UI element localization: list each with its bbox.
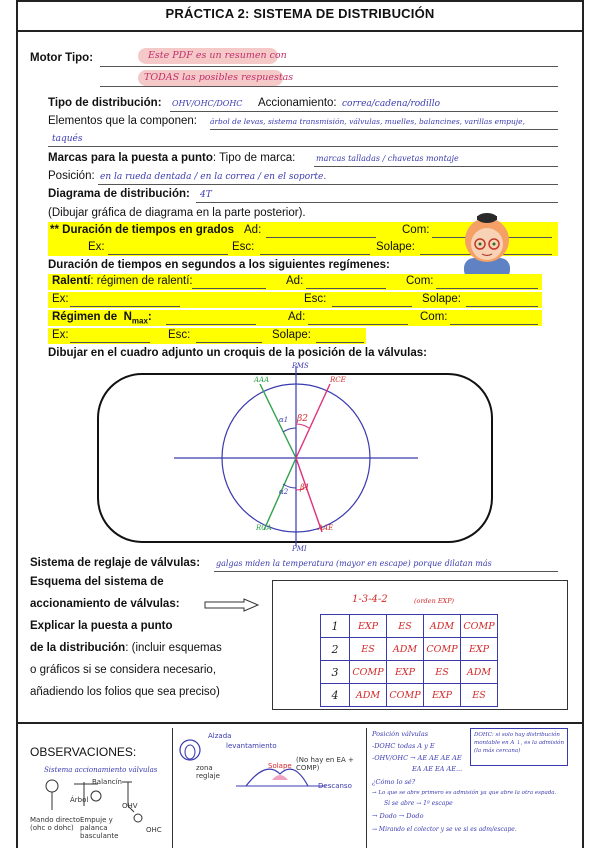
table-cell: EXP — [461, 638, 498, 661]
nmax-solape-line — [316, 342, 364, 343]
table-cell: ADM — [461, 661, 498, 684]
aae-label: AAE — [318, 524, 334, 532]
motor-line-2 — [100, 86, 558, 87]
obs-r5: → Lo que se abre primero es admisión ya que abre la otra espada. — [372, 790, 557, 796]
esquema-line2: accionamiento de válvulas: — [30, 598, 180, 610]
marcas-value: marcas talladas / chavetas montaje — [316, 154, 459, 163]
grados-ad-line — [266, 237, 376, 238]
obs-ohc: OHC — [146, 826, 162, 834]
observaciones-separator — [16, 722, 584, 724]
accionamiento-label: Accionamiento: — [258, 97, 337, 109]
elementos-line-2 — [48, 146, 558, 147]
obs-solape-note: (No hay en EA + COMP) — [296, 756, 354, 772]
obs-divider-2 — [366, 728, 367, 848]
esquema-line6: añadiendo los folios que sea preciso) — [30, 686, 220, 698]
obs-r4: ¿Cómo lo sé? — [372, 778, 416, 786]
obs-divider-1 — [172, 728, 173, 848]
nmax-esc-line — [196, 342, 262, 343]
table-cell: EXP — [387, 661, 424, 684]
obs-zona: zona reglaje — [196, 764, 220, 780]
grados-ex: Ex: — [88, 241, 105, 253]
table-cell: ES — [461, 684, 498, 707]
table-cell: COMP — [461, 615, 498, 638]
nmax-line — [166, 324, 256, 325]
ralenti-ad-line — [306, 288, 386, 289]
segundos-label: Duración de tiempos en segundos a los siguientes regímenes: — [48, 259, 390, 271]
obs-r7: → Dodo → Dodo — [372, 812, 424, 820]
nmax-com-line — [450, 324, 538, 325]
tipo-label: Tipo de distribución: — [48, 97, 162, 109]
beta2-label: β2 — [297, 414, 308, 424]
arrow-right-icon — [204, 598, 260, 612]
table-cell: ES — [424, 661, 461, 684]
aaa-label: AAA — [254, 376, 270, 384]
nmax-ex: Ex: — [52, 329, 69, 341]
obs-ohv: OHV — [122, 802, 138, 810]
posicion-line — [98, 184, 558, 185]
table-cell: ADM — [387, 638, 424, 661]
grados-esc: Esc: — [232, 241, 255, 253]
valve-diagram — [90, 362, 500, 552]
rce-label: RCE — [330, 376, 346, 384]
grados-ad: Ad: — [244, 224, 262, 236]
motor-label: Motor Tipo: — [30, 52, 94, 64]
ralenti-row: Ralentí: régimen de ralentí: — [52, 275, 193, 287]
obs-r3: -OHV/OHC → AE AE AE AE — [372, 754, 462, 762]
nmax-ad: Ad: — [288, 311, 306, 323]
table-cell: COMP — [387, 684, 424, 707]
posicion-value: en la rueda dentada / en la correa / en el soporte. — [100, 172, 327, 182]
cylinder-number: 4 — [321, 684, 350, 707]
elementos-value: árbol de levas, sistema transmisión, válvulas, muelles, balancines, varillas empuje, — [210, 117, 525, 126]
ralenti-com: Com: — [406, 275, 434, 287]
elementos-label: Elementos que la componen: — [48, 115, 197, 127]
nmax-esc: Esc: — [168, 329, 191, 341]
pms-label: PMS — [292, 362, 309, 370]
alpha1-label: α1 — [279, 416, 289, 424]
grados-ex-line — [108, 254, 228, 255]
ralenti-line — [192, 288, 266, 289]
grados-com: Com: — [402, 224, 430, 236]
ralenti-esc-line — [332, 306, 412, 307]
ralenti-ex: Ex: — [52, 293, 69, 305]
obs-r2: -DOHC todas A y E — [372, 742, 435, 750]
grados-solape: Solape: — [376, 241, 416, 253]
croquis-label: Dibujar en el cuadro adjunto un croquis de la posición de la válvulas: — [48, 347, 427, 359]
table-row — [321, 615, 498, 638]
obs-empuje: Empuje y palanca basculante — [80, 816, 119, 840]
ralenti-ad: Ad: — [286, 275, 304, 287]
cylinder-number: 3 — [321, 661, 350, 684]
nmax-row: Régimen de $N_{max}$: — [52, 311, 152, 326]
reglaje-line — [214, 571, 558, 572]
obs-descanso: Descanso — [318, 782, 352, 790]
esquema-line5: o gráficos si se considera necesario, — [30, 664, 217, 676]
obs-r3b: EA AE EA AE... — [412, 765, 463, 773]
ralenti-esc: Esc: — [304, 293, 327, 305]
cycle-order-note: (orden EXP) — [414, 597, 455, 605]
table-cell: EXP — [424, 684, 461, 707]
table-cell: ES — [387, 615, 424, 638]
ralenti-ex-line — [70, 306, 180, 307]
diagrama-label: Diagrama de distribución: — [48, 188, 190, 200]
cycle-table — [320, 614, 498, 707]
grados-label: ** Duración de tiempos en grados — [50, 224, 235, 236]
esquema-line1: Esquema del sistema de — [30, 576, 164, 588]
obs-mando: Mando directo (ohc o dohc) — [30, 816, 81, 832]
ralenti-solape: Solape: — [422, 293, 462, 305]
alpha2-label: α2 — [279, 488, 289, 496]
cycle-order: 1-3-4-2 — [352, 594, 388, 605]
obs-solape: Solape — [268, 762, 292, 770]
obs-r8: → Mirando el colector y se ve si es adm/escape. — [372, 826, 517, 833]
observaciones-label: OBSERVACIONES: — [30, 745, 137, 759]
beta1-label: β1 — [300, 483, 310, 492]
tipo-value: OHV/OHC/DOHC — [172, 99, 243, 108]
motor-note-2: TODAS las posibles respuestas — [144, 72, 294, 83]
table-cell: COMP — [424, 638, 461, 661]
diagrama-value: 4T — [200, 190, 212, 200]
reglaje-label: Sistema de reglaje de válvulas: — [30, 557, 201, 569]
page-title: PRÁCTICA 2: SISTEMA DE DISTRIBUCIÓN — [165, 6, 435, 21]
esquema-line3: Explicar la puesta a punto — [30, 620, 173, 632]
nmax-ex-line — [70, 342, 150, 343]
ralenti-solape-line — [466, 306, 538, 307]
table-row — [321, 638, 498, 661]
motor-note-1: Este PDF es un resumen con — [148, 50, 287, 61]
avatar-icon — [452, 208, 522, 280]
marcas-line — [314, 166, 558, 167]
diagrama-line — [196, 202, 558, 203]
cylinder-number: 1 — [321, 615, 350, 638]
obs-dohc-note: DOHC: si solo hay distribución montable en A ↓, es la admisión (la más cercana) — [474, 732, 565, 754]
grados-esc-line — [260, 254, 370, 255]
diagrama-note: (Dibujar gráfica de diagrama en la parte posterior). — [48, 207, 306, 219]
elementos-value-2: taqués — [52, 134, 83, 144]
pmi-label: PMI — [292, 545, 307, 553]
obs-sistema: Sistema accionamiento válvulas — [44, 766, 158, 774]
nmax-com: Com: — [420, 311, 448, 323]
ralenti-com-line — [436, 288, 538, 289]
elementos-line — [210, 129, 558, 130]
table-cell: EXP — [350, 615, 387, 638]
motor-line — [100, 66, 558, 67]
table-row — [321, 684, 498, 707]
table-cell: ADM — [350, 684, 387, 707]
obs-alzada: Alzada — [208, 732, 232, 740]
cylinder-number: 2 — [321, 638, 350, 661]
reglaje-value: galgas miden la temperatura (mayor en escape) porque dilatan más — [216, 559, 492, 568]
obs-balancin: Balancín — [92, 778, 122, 786]
esquema-line4: de la distribución: (incluir esquemas — [30, 642, 222, 654]
table-cell: ADM — [424, 615, 461, 638]
table-row — [321, 661, 498, 684]
posicion-label: Posición: — [48, 170, 95, 182]
marcas-row: Marcas para la puesta a punto: Tipo de marca: — [48, 152, 296, 164]
rca-label: RCA — [256, 524, 272, 532]
nmax-solape: Solape: — [272, 329, 312, 341]
table-cell: COMP — [350, 661, 387, 684]
tipo-line — [170, 111, 558, 112]
obs-r1: Posición válvulas — [372, 730, 429, 738]
obs-arbol: Árbol — [70, 796, 89, 804]
obs-levantamiento: levantamiento — [226, 742, 277, 750]
nmax-ad-line — [308, 324, 408, 325]
accionamiento-value: correa/cadena/rodillo — [342, 99, 441, 109]
obs-r6: Si se abre → 1º escape — [384, 800, 453, 807]
table-cell: ES — [350, 638, 387, 661]
